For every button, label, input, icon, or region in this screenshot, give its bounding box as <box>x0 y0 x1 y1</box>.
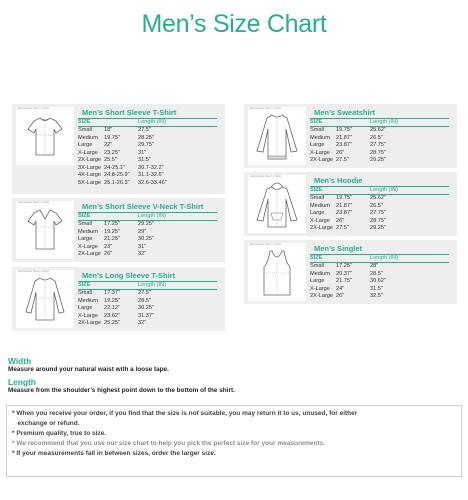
card-sweatshirt: Approximate Sizes In Inches Men’s Sweatshirt SIZE Length (IN) Small 19.75" 25.62" Medium 21.87" 26.5" Large 23.87" 27.75" X-Large 26" 28.75" 2X-Large 27.5" 29.25" <box>244 104 457 168</box>
card-title: Men’s Singlet <box>314 244 363 253</box>
length-heading: Length <box>8 377 36 387</box>
size-header: SIZE <box>78 282 91 288</box>
length-header: Length (IN) <box>370 255 398 261</box>
thumb-caption: Approximate Sizes In Inches <box>250 243 282 246</box>
note-between-sizes: * If your measurements fall in between sizes, order the larger size. <box>12 450 216 457</box>
note-quality: * Premium quality, true to size. <box>12 430 107 437</box>
thumb-caption: Approximate Sizes In Inches <box>18 270 50 273</box>
hoodie-image <box>248 175 306 233</box>
note-return-policy-cont: exchange or refund. <box>12 420 80 427</box>
sweatshirt-image <box>248 107 306 165</box>
card-title: Men’s Sweatshirt <box>314 108 375 117</box>
long-sleeve-tshirt-image <box>16 270 74 328</box>
card-hoodie: Approximate Sizes In Inches Men’s Hoodie SIZE Length (IN) Small 19.75" 25.62" Medium 21.87" 26.5" Large 23.87" 27.75" X-Large 26" 28.75" 2X-Large 27.5" 29.25" <box>244 172 457 236</box>
length-header: Length (IN) <box>138 213 166 219</box>
card-short-sleeve-tshirt: Approximate Sizes In Inches Men’s Short Sleeve T-Shirt SIZE Length (IN) Small 18" 27.5" Medium 19.75" 28.25" Large 22" 29.75" X-Large 23.25" 31" 2X-Large 25.5" 31.5" 3X-Large 24-25.1" 30.7-32.2" 4X-Large 24.8-25.9" 31.1-32.6" 5X-Large 25.1-26.3" 32.6-33.46" <box>12 104 225 194</box>
width-heading: Width <box>8 356 32 366</box>
card-title: Men’s Hoodie <box>314 176 363 185</box>
notes-box <box>6 405 462 477</box>
tshirt-image <box>16 107 74 165</box>
card-title: Men’s Short Sleeve T-Shirt <box>82 108 177 117</box>
card-title: Men’s Short Sleeve V-Neck T-Shirt <box>82 202 204 211</box>
size-header: SIZE <box>78 119 91 125</box>
size-header: SIZE <box>78 213 91 219</box>
length-header: Length (IN) <box>138 282 166 288</box>
note-size-chart: * We recommend that you use our size chart to help you pick the perfect size for your measurements. <box>12 440 326 447</box>
thumb-caption: Approximate Sizes In Inches <box>250 107 282 110</box>
length-header: Length (IN) <box>370 119 398 125</box>
vneck-tshirt-image <box>16 201 74 259</box>
page-title: Men’s Size Chart <box>141 10 327 38</box>
thumb-caption: Approximate Sizes In Inches <box>18 201 50 204</box>
thumb-caption: Approximate Sizes In Inches <box>18 107 50 110</box>
card-singlet: Approximate Sizes In Inches Men’s Singlet SIZE Length (IN) Small 17.25" 28" Medium 20.37" 28.5" Large 21.75" 30.62" X-Large 24" 31.5" 2X-Large 26" 32.5" <box>244 240 457 304</box>
note-return-policy: * When you receive your order, if you find that the size is not suitable, you may return it to us, unused, for either <box>12 410 358 417</box>
card-vneck-tshirt: Approximate Sizes In Inches Men’s Short Sleeve V-Neck T-Shirt SIZE Length (IN) Small 17.25" 29.25" Medium 19.25" 29" Large 21.25" 30.25" X-Large 23" 31" 2X-Large 26" 32" <box>12 198 225 262</box>
width-text: Measure around your natural waist with a loose tape. <box>8 366 169 373</box>
card-title: Men’s Long Sleeve T-Shirt <box>82 271 176 280</box>
length-header: Length (IN) <box>370 187 398 193</box>
singlet-image <box>248 243 306 301</box>
size-header: SIZE <box>310 187 323 193</box>
length-header: Length (IN) <box>138 119 166 125</box>
card-long-sleeve-tshirt: Approximate Sizes In Inches Men’s Long Sleeve T-Shirt SIZE Length (IN) Small 17.37" 27.5" Medium 19.25" 28.5" Large 22.12" 30.25" X-Large 23.62" 31.37" 2X-Large 25.25" 32" <box>12 267 225 331</box>
length-text: Measure from the shoulder’s highest point down to the bottom of the shirt. <box>8 387 235 394</box>
size-header: SIZE <box>310 119 323 125</box>
thumb-caption: Approximate Sizes In Inches <box>250 175 282 178</box>
length-instruction <box>8 377 235 394</box>
width-instruction <box>8 356 169 373</box>
size-header: SIZE <box>310 255 323 261</box>
